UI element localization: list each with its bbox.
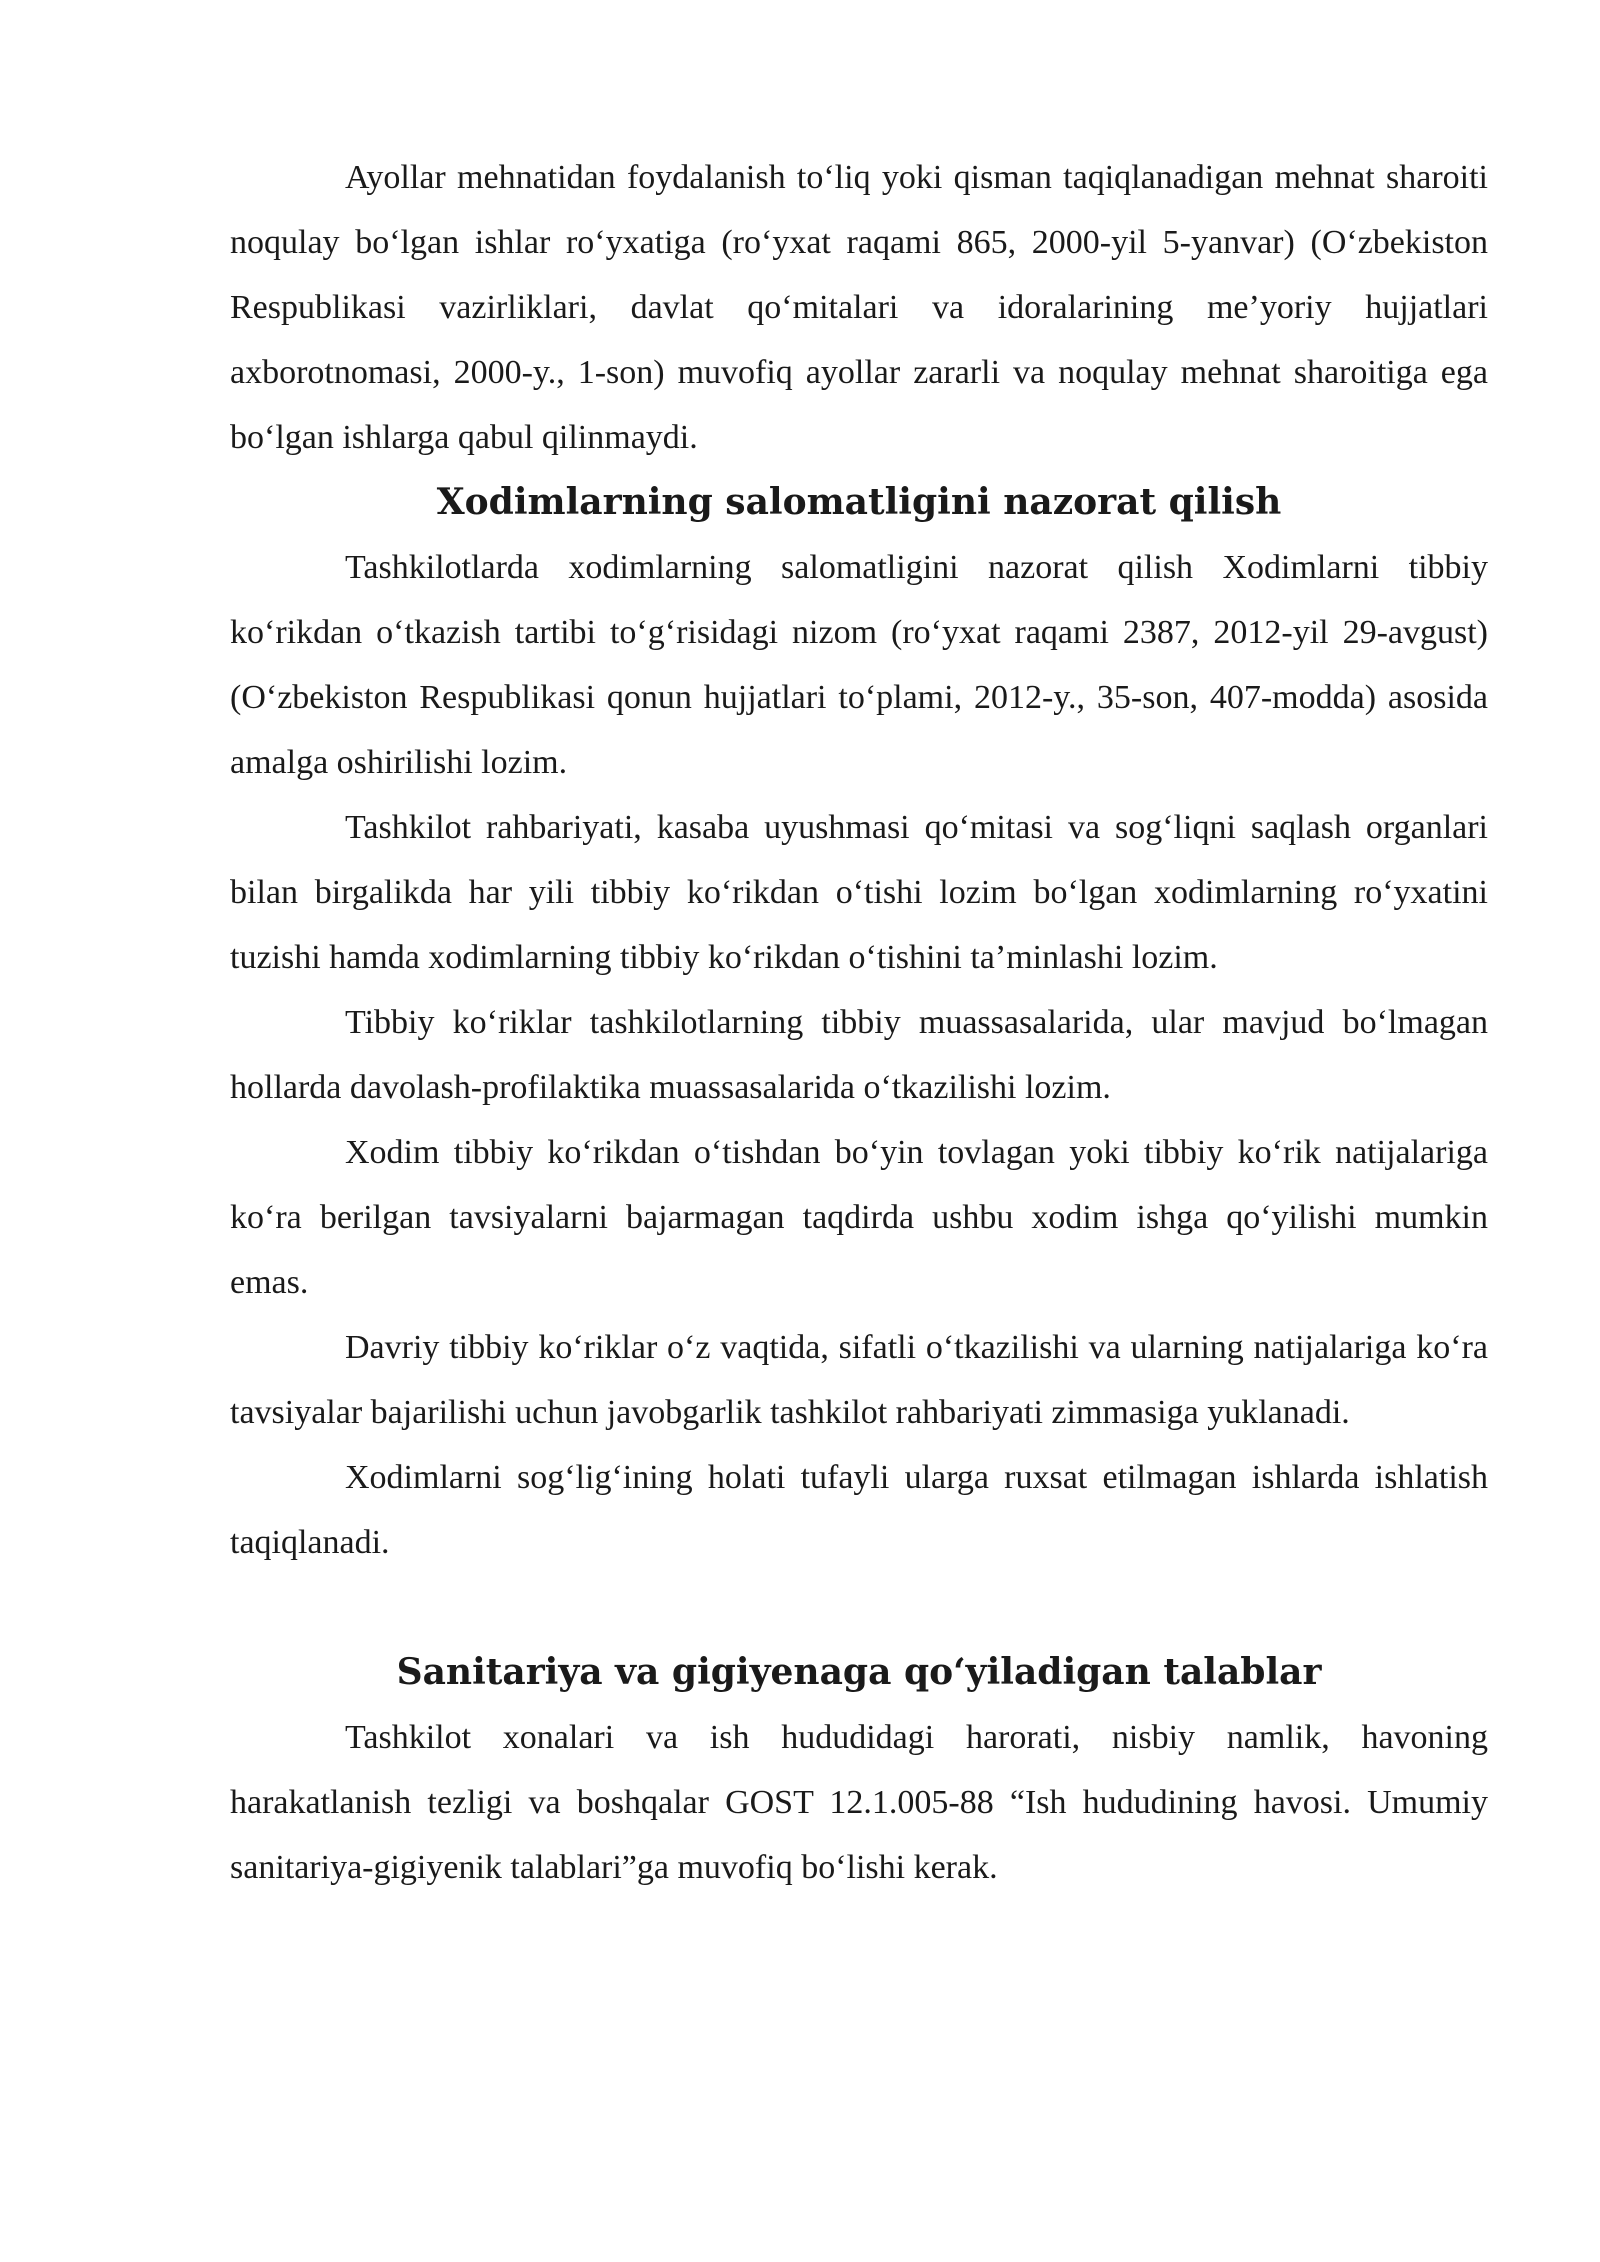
section-heading-sanitary-requirements: Sanitariya va gigiyenaga qo‘yiladigan talablar (396, 1651, 1322, 1693)
section-heading-health-monitoring: Xodimlarning salomatligini nazorat qilish (436, 481, 1282, 523)
paragraph-medical-exam-regulation: Tashkilotlarda xodimlarning salomatligini nazorat qilish Xodimlarni tibbiy ko‘rikdan o‘tkazish tartibi to‘g‘risidagi nizom (ro‘yxat raqami 2387, 2012-yil 29-avgust) (O‘zbekiston Respublikasi qonun hujjatlari to‘plami, 2012-y., 35-son, 407-modda) asosida amalga oshirilishi lozim. (230, 549, 1488, 781)
section-spacer (230, 1575, 1488, 1640)
document-page (230, 145, 1488, 1900)
paragraph-women-labor-restrictions: Ayollar mehnatidan foydalanish to‘liq yoki qisman taqiqlanadigan mehnat sharoiti noqulay bo‘lgan ishlar ro‘yxatiga (ro‘yxat raqami 865, 2000-yil 5-yanvar) (O‘zbekiston Respublikasi vazirliklari, davlat qo‘mitalari va idoralarining me’yoriy hujjatlari axborotnomasi, 2000-y., 1-son) muvofiq ayollar zararli va noqulay mehnat sharoitiga ega bo‘lgan ishlarga qabul qilinmaydi. (230, 159, 1488, 456)
paragraph-exam-refusal: Xodim tibbiy ko‘rikdan o‘tishdan bo‘yin tovlagan yoki tibbiy ko‘rik natijalariga ko‘ra berilgan tavsiyalarni bajarmagan taqdirda ushbu xodim ishga qo‘yilishi mumkin emas. (230, 1134, 1488, 1301)
paragraph-health-prohibition: Xodimlarni sog‘lig‘ining holati tufayli ularga ruxsat etilmagan ishlarda ishlatish taqiqlanadi. (230, 1459, 1488, 1561)
paragraph-workplace-climate: Tashkilot xonalari va ish hududidagi harorati, nisbiy namlik, havoning harakatlanish tezligi va boshqalar GOST 12.1.005-88 “Ish hududining havosi. Umumiy sanitariya-gigiyenik talablari”ga muvofiq bo‘lishi kerak. (230, 1719, 1488, 1886)
paragraph-periodic-exams: Davriy tibbiy ko‘riklar o‘z vaqtida, sifatli o‘tkazilishi va ularning natijalariga ko‘ra tavsiyalar bajarilishi uchun javobgarlik tashkilot rahbariyati zimmasiga yuklanadi. (230, 1329, 1488, 1431)
paragraph-medical-exam-location: Tibbiy ko‘riklar tashkilotlarning tibbiy muassasalarida, ular mavjud bo‘lmagan hollarda davolash-profilaktika muassasalarida o‘tkazilishi lozim. (230, 1004, 1488, 1106)
paragraph-management-responsibilities: Tashkilot rahbariyati, kasaba uyushmasi qo‘mitasi va sog‘liqni saqlash organlari bilan birgalikda har yili tibbiy ko‘rikdan o‘tishi lozim bo‘lgan xodimlarning ro‘yxatini tuzishi hamda xodimlarning tibbiy ko‘rikdan o‘tishini ta’minlashi lozim. (230, 809, 1488, 976)
